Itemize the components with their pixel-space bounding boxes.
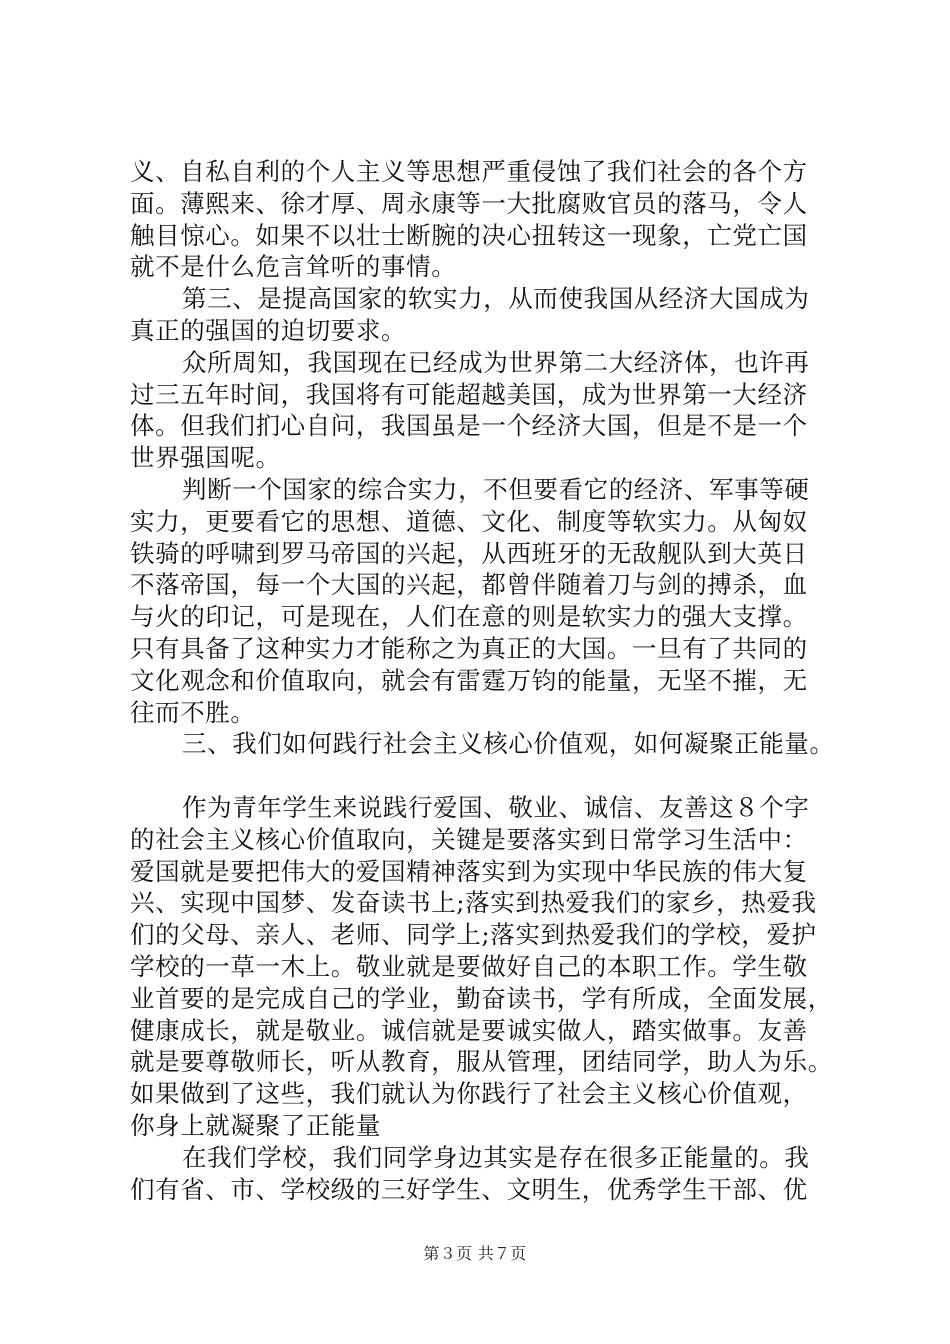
- text-line: 业首要的是完成自己的学业，勤奋读书，学有所成，全面发展，: [130, 983, 833, 1013]
- text-line: 过三五年时间，我国将有可能超越美国，成为世界第一大经济: [130, 379, 808, 409]
- paragraph-start-line: 众所周知，我国现在已经成为世界第二大经济体，也许再: [182, 347, 810, 377]
- text-line: 你身上就凝聚了正能量: [130, 1110, 381, 1140]
- paragraph-start-line: 在我们学校，我们同学身边其实是存在很多正能量的。我: [182, 1142, 810, 1172]
- text-line: 面。薄熙来、徐才厚、周永康等一大批腐败官员的落马，令人: [130, 188, 808, 218]
- paragraph-start-line: 判断一个国家的综合实力，不但要看它的经济、军事等硬: [182, 474, 810, 504]
- text-line: 学校的一草一木上。敬业就是要做好自己的本职工作。学生敬: [130, 951, 808, 981]
- text-line: 触目惊心。如果不以壮士断腕的决心扭转这一现象，亡党亡国: [130, 220, 808, 250]
- text-line: 文化观念和价值取向，就会有雷霆万钧的能量，无坚不摧，无: [130, 665, 808, 695]
- document-body: [130, 156, 835, 1205]
- text-line: 们的父母、亲人、老师、同学上;落实到热爱我们的学校，爱护: [130, 920, 817, 950]
- text-line: 爱国就是要把伟大的爱国精神落实到为实现中华民族的伟大复: [130, 856, 808, 886]
- paragraph-start-line: 第三、是提高国家的软实力，从而使我国从经济大国成为: [182, 284, 810, 314]
- text-line: 兴、实现中国梦、发奋读书上;落实到热爱我们的家乡，热爱我: [130, 888, 817, 918]
- text-line: 的社会主义核心价值取向，关键是要落实到日常学习生活中：: [130, 824, 808, 854]
- text-line: 健康成长，就是敬业。诚信就是要诚实做人，踏实做事。友善: [130, 1015, 808, 1045]
- text-line: 铁骑的呼啸到罗马帝国的兴起，从西班牙的无敌舰队到大英日: [130, 538, 808, 568]
- text-line: 世界强国呢。: [130, 443, 281, 473]
- text-line: 往而不胜。: [130, 697, 256, 727]
- text-line: 与火的印记，可是现在，人们在意的则是软实力的强大支撑。: [130, 602, 808, 632]
- section-heading: 三、我们如何践行社会主义核心价值观，如何凝聚正能量。: [182, 729, 835, 759]
- paragraph-gap: [130, 760, 830, 792]
- paragraph-start-line: 作为青年学生来说践行爱国、敬业、诚信、友善这８个字: [182, 792, 810, 822]
- text-line: 义、自私自利的个人主义等思想严重侵蚀了我们社会的各个方: [130, 157, 808, 186]
- text-line: 只有具备了这种实力才能称之为真正的大国。一旦有了共同的: [130, 633, 808, 663]
- text-line: 真正的强国的迫切要求。: [130, 315, 407, 345]
- text-line: 们有省、市、学校级的三好学生、文明生，优秀学生干部、优: [130, 1174, 808, 1204]
- text-line: 实力，更要看它的思想、道德、文化、制度等软实力。从匈奴: [130, 506, 808, 536]
- text-line: 体。但我们扪心自问，我国虽是一个经济大国，但是不是一个: [130, 411, 808, 441]
- text-line: 不落帝国，每一个大国的兴起，都曾伴随着刀与剑的搏杀，血: [130, 570, 808, 600]
- text-line: 如果做到了这些，我们就认为你践行了社会主义核心价值观，: [130, 1079, 808, 1109]
- text-line: 就不是什么危言耸听的事情。: [130, 252, 457, 282]
- page-footer: 第３页 共７页: [423, 1244, 527, 1263]
- text-line: 就是要尊敬师长，听从教育，服从管理，团结同学，助人为乐。: [130, 1047, 833, 1077]
